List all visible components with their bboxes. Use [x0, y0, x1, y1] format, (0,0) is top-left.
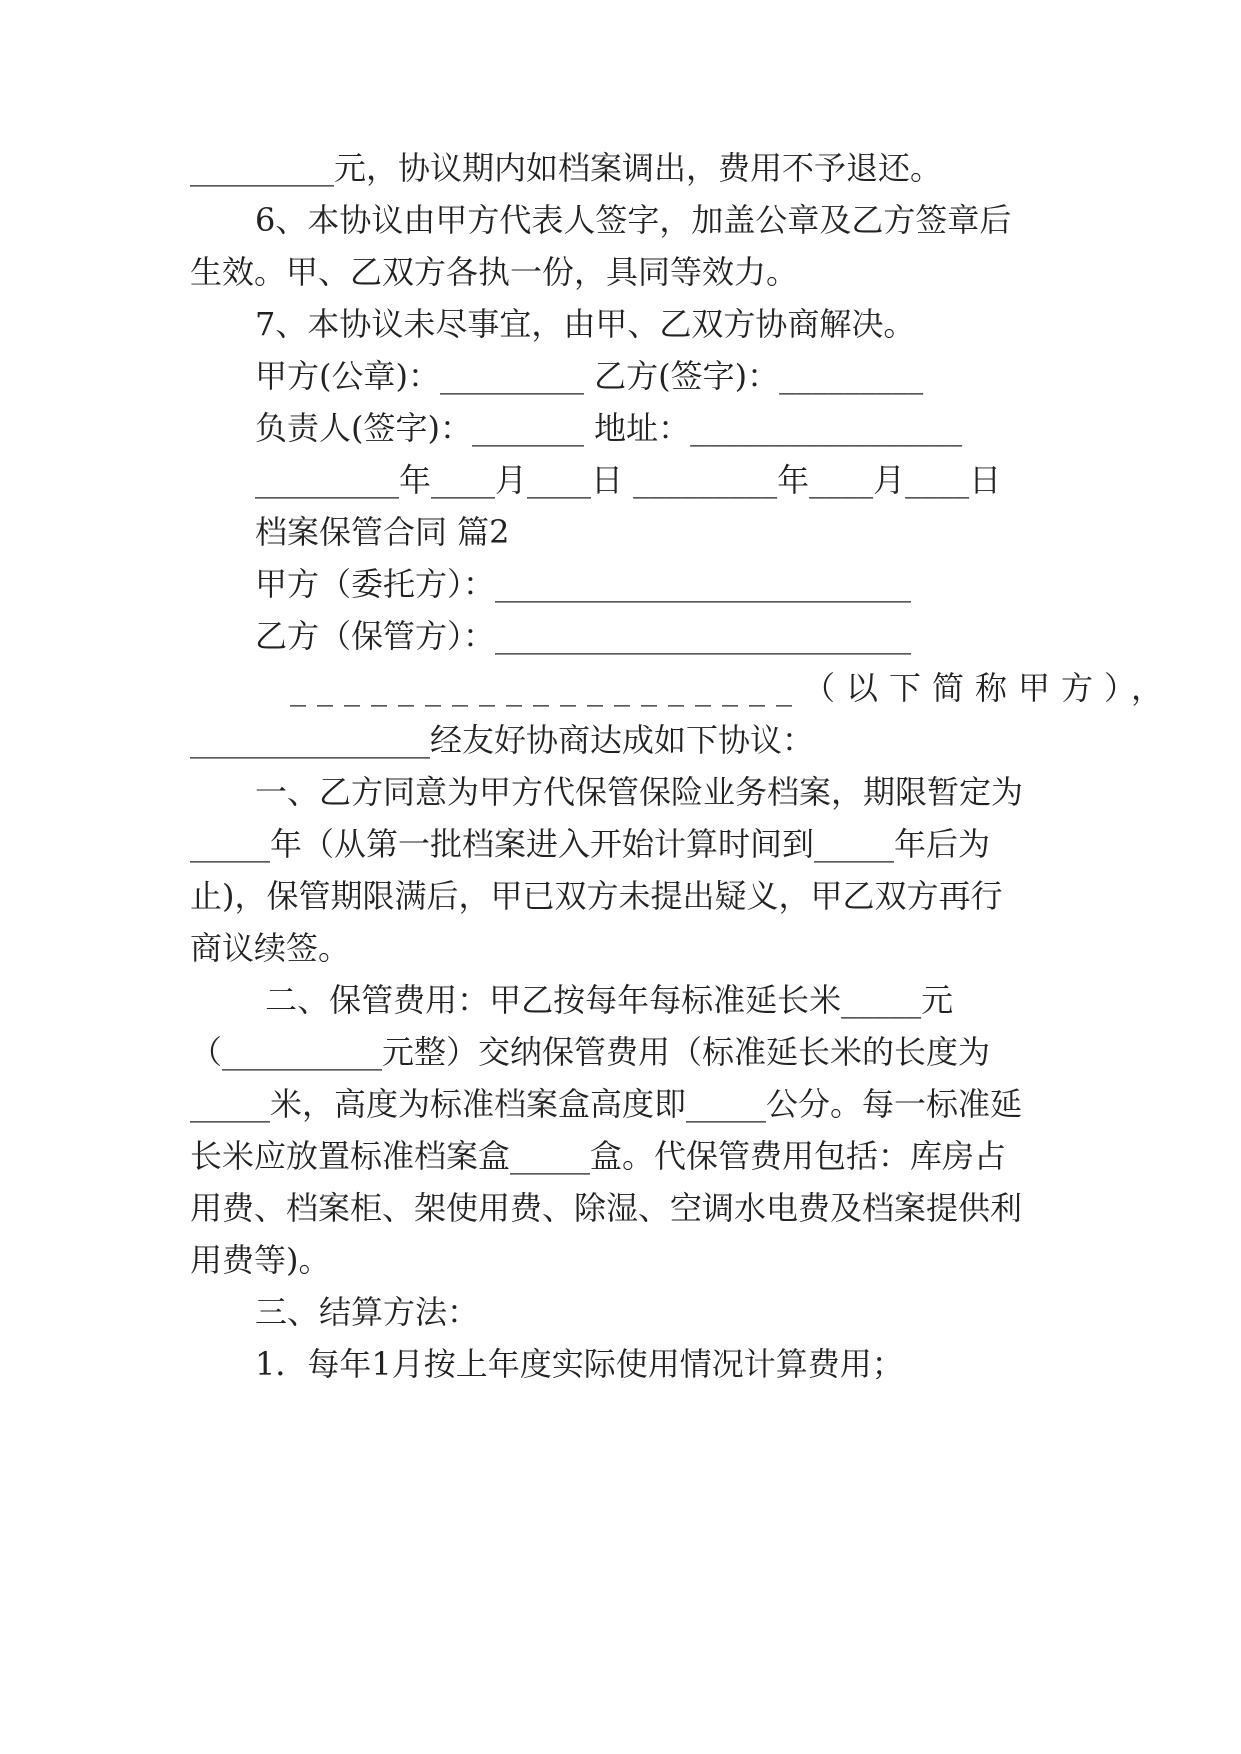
text-line: _____米，高度为标准档案盒高度即_____公分。每一标准延 [190, 1085, 1023, 1123]
text-line: 7、本协议未尽事宜，由甲、乙双方协商解决。 [255, 305, 916, 343]
text-line: _________元，协议期内如档案调出，费用不予退还。 [190, 149, 943, 187]
text-line: 商议续签。 [190, 929, 351, 967]
section-title: 档案保管合同 篇2 [255, 513, 510, 551]
text-line: 用费等)。 [190, 1241, 331, 1279]
text-line: ___________________（以下简称甲方）， [290, 669, 1175, 707]
text-line: 二、保管费用：甲乙按每年每标准延长米_____元 [255, 981, 954, 1019]
text-line: 一、乙方同意为甲方代保管保险业务档案，期限暂定为 [255, 773, 1024, 811]
signature-line: 甲方(公章)：_________ 乙方(签字)：_________ [255, 357, 924, 395]
text-line: 6、本协议由甲方代表人签字，加盖公章及乙方签章后 [255, 201, 1012, 239]
text-line: _____年（从第一批档案进入开始计算时间到_____年后为 [190, 825, 991, 863]
date-line: _________年____月____日 _________年____月____日 [255, 461, 1002, 499]
text-line: 1．每年1月按上年度实际使用情况计算费用； [255, 1345, 904, 1383]
signature-line: 负责人(签字)：_______ 地址：_________________ [255, 409, 963, 447]
section-heading: 三、结算方法： [255, 1293, 480, 1331]
text-line: （__________元整）交纳保管费用（标准延长米的长度为 [190, 1033, 991, 1071]
text-line: _______________经友好协商达成如下协议： [190, 721, 815, 759]
text-line: 长米应放置标准档案盒_____盒。代保管费用包括：库房占 [190, 1137, 1007, 1175]
party-line: 乙方（保管方）：__________________________ [255, 617, 912, 655]
text-line: 止)，保管期限满后，甲已双方未提出疑义，甲乙双方再行 [190, 877, 1003, 915]
text-line: 生效。甲、乙双方各执一份，具同等效力。 [190, 253, 799, 291]
party-line: 甲方（委托方）：__________________________ [255, 565, 912, 603]
text-line: 用费、档案柜、架使用费、除湿、空调水电费及档案提供利 [190, 1189, 1023, 1227]
